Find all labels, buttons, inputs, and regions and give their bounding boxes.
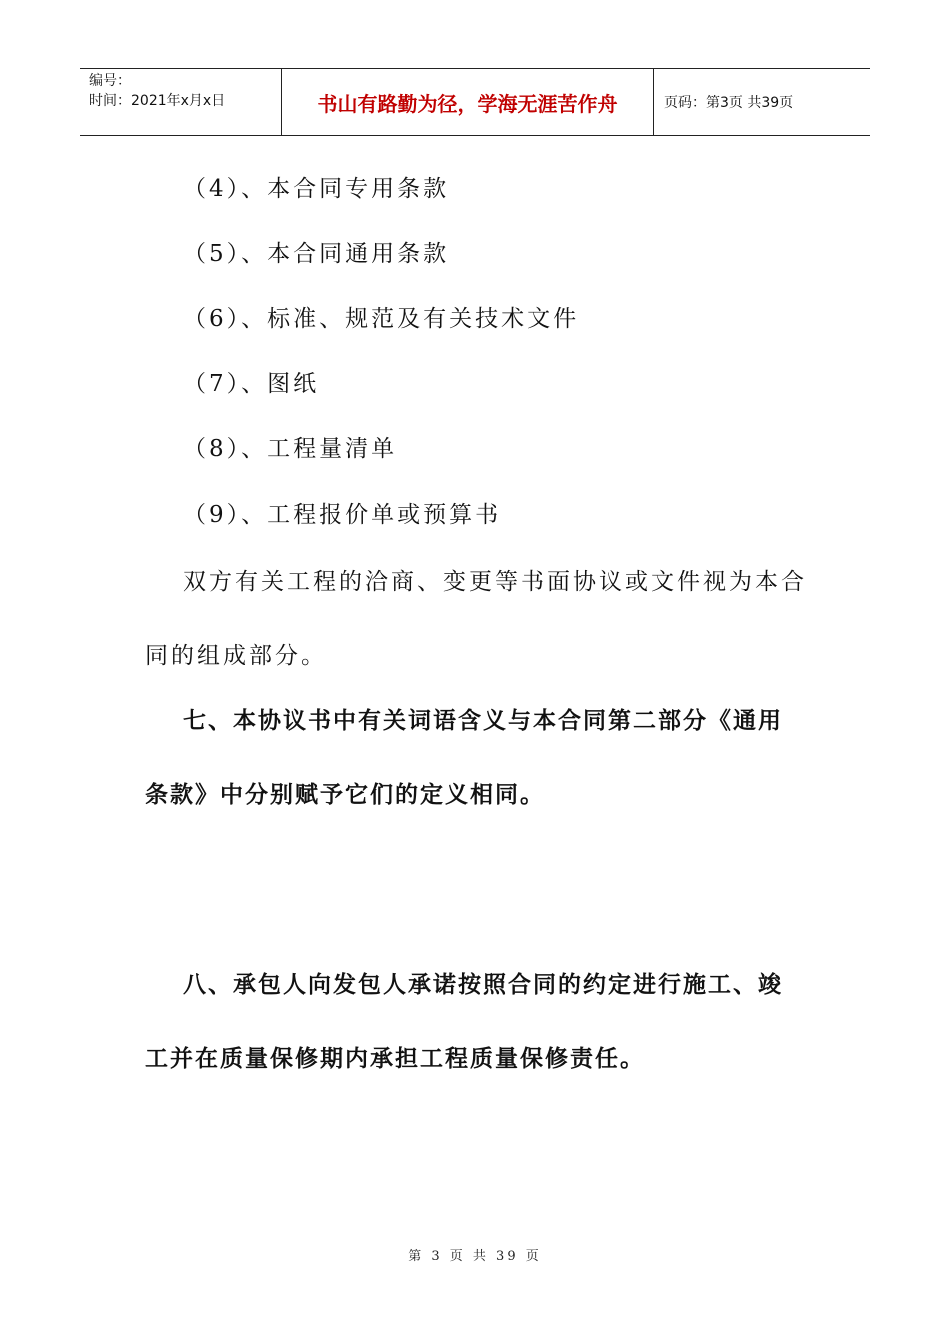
header-motto: 书山有路勤为径，学海无涯苦作舟	[282, 69, 654, 135]
section-seven-line: 条款》中分别赋予它们的定义相同。	[145, 782, 545, 808]
page-header	[80, 68, 870, 136]
page-footer: 第 3 页 共 39 页	[408, 1249, 542, 1264]
paragraph-line: 双方有关工程的洽商、变更等书面协议或文件视为本合	[183, 569, 807, 595]
list-item: （4）、本合同专用条款	[183, 176, 450, 202]
document-number-label: 编号：	[89, 73, 131, 89]
header-page-info: 页码：第3页 共39页	[664, 95, 794, 111]
section-eight-line: 工并在质量保修期内承担工程质量保修责任。	[145, 1046, 645, 1072]
header-meta	[80, 69, 282, 135]
section-seven-line: 七、本协议书中有关词语含义与本合同第二部分《通用	[183, 708, 783, 734]
list-item: （6）、标准、规范及有关技术文件	[183, 306, 580, 332]
list-item: （9）、工程报价单或预算书	[183, 502, 502, 528]
paragraph-line: 同的组成部分。	[145, 643, 327, 669]
list-item: （7）、图纸	[183, 371, 320, 397]
document-date-label: 时间：2021年x月x日	[89, 93, 226, 109]
list-item: （8）、工程量清单	[183, 436, 398, 462]
list-item: （5）、本合同通用条款	[183, 241, 450, 267]
section-eight-line: 八、承包人向发包人承诺按照合同的约定进行施工、竣	[183, 972, 783, 998]
